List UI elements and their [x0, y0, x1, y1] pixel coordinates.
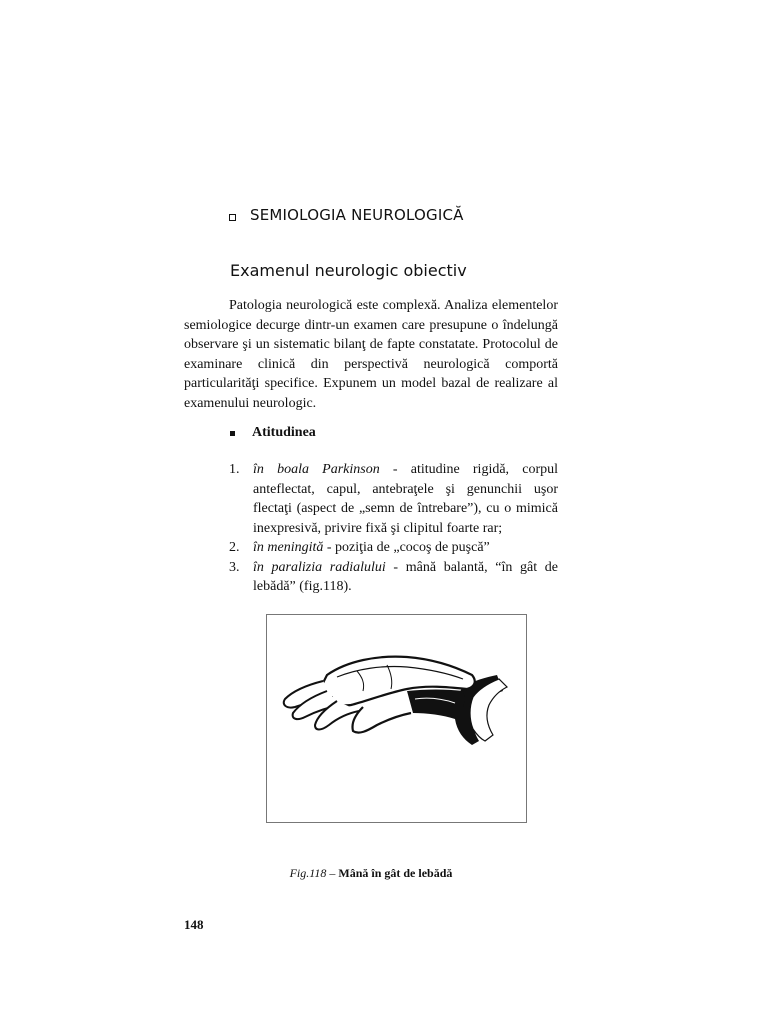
list-item: 3. în paralizia radialului - mână balantă, “în gât de lebădă” (fig.118).	[229, 559, 558, 594]
square-bullet-icon	[230, 431, 235, 436]
checkbox-bullet-icon	[229, 214, 236, 221]
section-heading-text: SEMIOLOGIA NEUROLOGICĂ	[250, 206, 464, 224]
hand-drooping-icon	[267, 615, 526, 822]
list-item: 1. în boala Parkinson - atitudine rigidă, corpul anteflectat, capul, antebraţele şi genunchii uşor flectaţi (aspect de „semn de întrebare”), cu o mimică inexpresivă, privire fixă şi clipitul foarte rar;	[229, 462, 558, 536]
list-item: 2. în meningită - poziţia de „cocoş de puşcă”	[229, 540, 490, 555]
subheading: Examenul neurologic obiectiv	[230, 261, 467, 280]
figure-hand-illustration	[266, 614, 527, 823]
subsection-heading	[230, 425, 316, 441]
page-number: 148	[184, 917, 204, 932]
section-heading	[229, 206, 464, 224]
intro-paragraph: Patologia neurologică este complexă. Analiza elementelor semiologice decurge dintr-un examen care presupune o îndelungă observare şi un sistematic bilanţ de fapte constatate. Protocolul de examinare clinică din perspectivă neurologică comportă particularităţi specifice. Expunem un model bazal de realizare al examenului neurologic.	[184, 298, 558, 411]
subsection-title: Atitudinea	[252, 425, 316, 440]
figure-caption: Fig.118 – Mână în gât de lebădă	[289, 866, 453, 880]
numbered-list	[229, 460, 558, 597]
